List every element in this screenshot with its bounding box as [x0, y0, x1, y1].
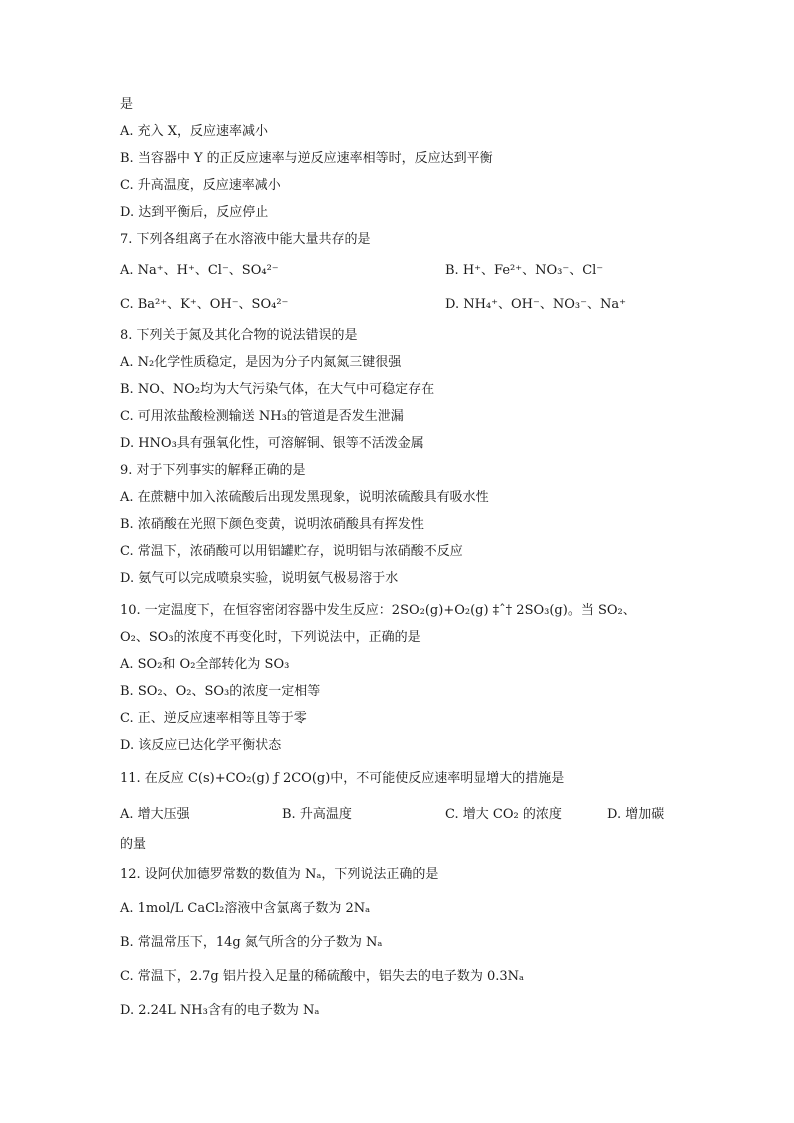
- q9-option-b: B. 浓硝酸在光照下颜色变黄，说明浓硝酸具有挥发性: [120, 517, 424, 532]
- q10-stem-line2: O₂、SO₃的浓度不再变化时，下列说法中，正确的是: [120, 630, 421, 645]
- q7-option-c: C. Ba²⁺、K⁺、OH⁻、SO₄²⁻: [120, 297, 289, 312]
- q11-option-d-wrap: 的量: [120, 837, 147, 852]
- q11-option-d: D. 增加碳: [607, 807, 665, 822]
- q9-option-a: A. 在蔗糖中加入浓硫酸后出现发黑现象，说明浓硫酸具有吸水性: [120, 490, 489, 505]
- q12-option-d: D. 2.24L NH₃含有的电子数为 Nₐ: [120, 1003, 320, 1018]
- q9-option-c: C. 常温下，浓硝酸可以用铝罐贮存，说明铝与浓硝酸不反应: [120, 544, 463, 559]
- q7-option-d: D. NH₄⁺、OH⁻、NO₃⁻、Na⁺: [445, 297, 626, 312]
- q9-stem: 9. 对于下列事实的解释正确的是: [120, 463, 306, 478]
- q11-option-c: C. 增大 CO₂ 的浓度: [445, 807, 562, 822]
- q12-option-a: A. 1mol/L CaCl₂溶液中含氯离子数为 2Nₐ: [120, 901, 371, 916]
- q6-option-d: D. 达到平衡后，反应停止: [120, 205, 269, 220]
- q12-option-b: B. 常温常压下，14g 氮气所含的分子数为 Nₐ: [120, 935, 383, 950]
- q10-option-d: D. 该反应已达化学平衡状态: [120, 738, 282, 753]
- q6-stem-tail: 是: [120, 97, 134, 112]
- q11-option-b: B. 升高温度: [282, 807, 352, 822]
- q6-option-c: C. 升高温度，反应速率减小: [120, 178, 281, 193]
- q10-stem-line1: 10. 一定温度下，在恒容密闭容器中发生反应：2SO₂(g)+O₂(g) ‡ˆ† 2SO₃(g)。当 SO₂、: [120, 603, 636, 618]
- q9-option-d: D. 氨气可以完成喷泉实验，说明氨气极易溶于水: [120, 571, 399, 586]
- q7-option-a: A. Na⁺、H⁺、Cl⁻、SO₄²⁻: [120, 263, 279, 278]
- q8-stem: 8. 下列关于氮及其化合物的说法错误的是: [120, 328, 358, 343]
- q11-option-a: A. 增大压强: [120, 807, 190, 822]
- q7-option-b: B. H⁺、Fe²⁺、NO₃⁻、Cl⁻: [445, 263, 604, 278]
- q8-option-d: D. HNO₃具有强氧化性，可溶解铜、银等不活泼金属: [120, 436, 424, 451]
- q8-option-c: C. 可用浓盐酸检测输送 NH₃的管道是否发生泄漏: [120, 409, 404, 424]
- q10-option-c: C. 正、逆反应速率相等且等于零: [120, 711, 307, 726]
- q6-option-a: A. 充入 X，反应速率减小: [120, 124, 269, 139]
- q7-stem: 7. 下列各组离子在水溶液中能大量共存的是: [120, 232, 371, 247]
- q12-option-c: C. 常温下，2.7g 铝片投入足量的稀硫酸中，铝失去的电子数为 0.3Nₐ: [120, 969, 525, 984]
- q11-stem: 11. 在反应 C(s)+CO₂(g) ƒ 2CO(g)中，不可能使反应速率明显增大的措施是: [120, 771, 565, 786]
- q10-option-a: A. SO₂和 O₂全部转化为 SO₃: [120, 657, 290, 672]
- q10-option-b: B. SO₂、O₂、SO₃的浓度一定相等: [120, 684, 321, 699]
- q12-stem: 12. 设阿伏加德罗常数的数值为 Nₐ，下列说法正确的是: [120, 867, 439, 882]
- q8-option-b: B. NO、NO₂均为大气污染气体，在大气中可稳定存在: [120, 382, 435, 397]
- q8-option-a: A. N₂化学性质稳定，是因为分子内氮氮三键很强: [120, 355, 402, 370]
- q6-option-b: B. 当容器中 Y 的正反应速率与逆反应速率相等时，反应达到平衡: [120, 151, 493, 166]
